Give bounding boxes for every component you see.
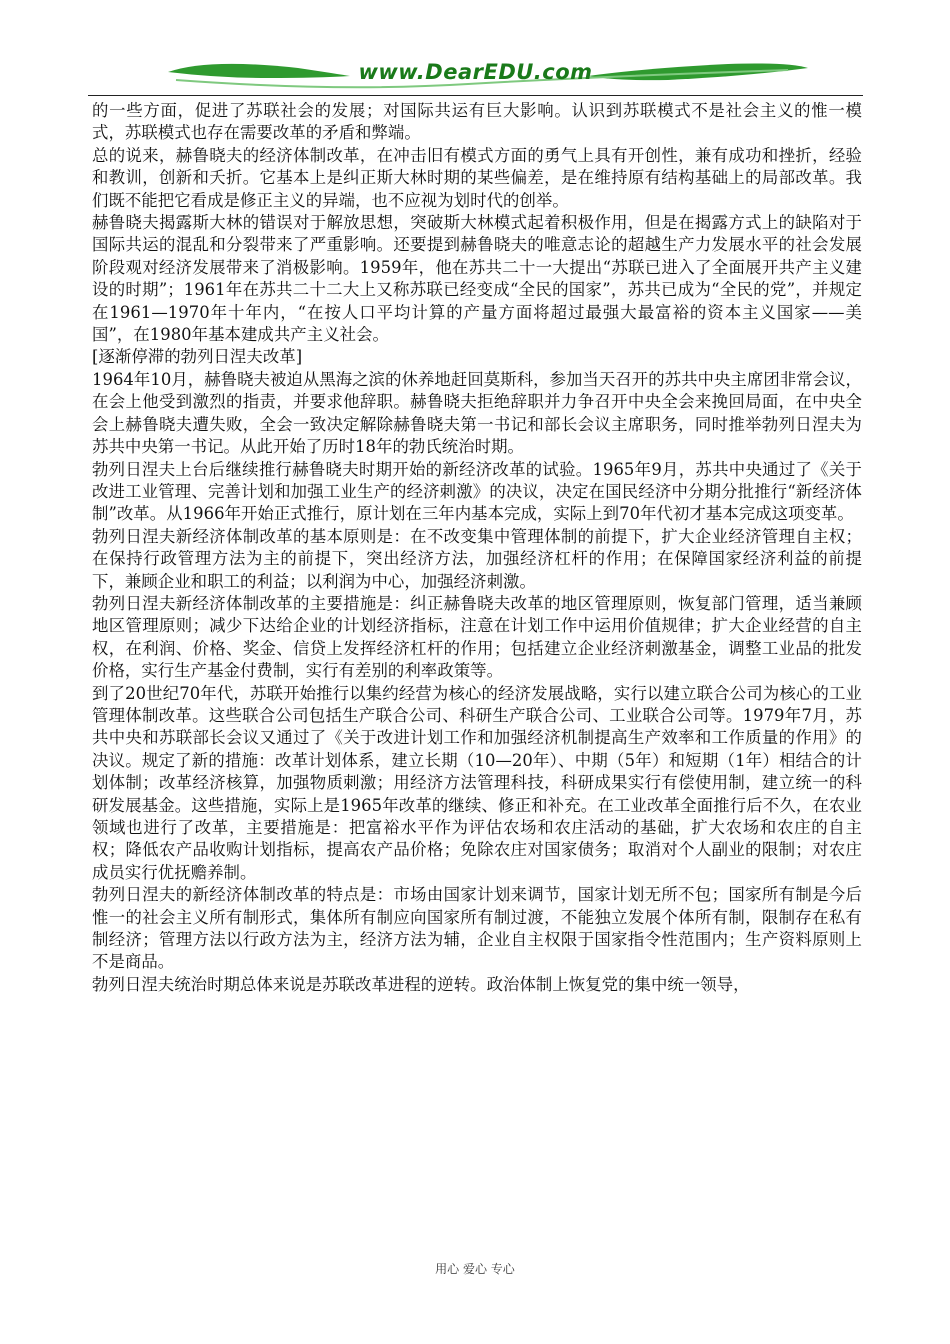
page-footer: 用心 爱心 专心 <box>435 1262 515 1276</box>
paragraph: 勃列日涅夫新经济体制改革的主要措施是：纠正赫鲁晓夫改革的地区管理原则，恢复部门管理，适当兼顾地区管理原则；减少下达给企业的计划经济指标，注意在计划工作中运用价值规律；扩大企业经营的自主权，在利润、价格、奖金、信贷上发挥经济杠杆的作用；包括建立企业经济刺激基金，调整工业品的批发价格，实行生产基金付费制，实行有差别的利率政策等。 <box>92 593 862 681</box>
paragraph: 勃列日涅夫上台后继续推行赫鲁晓夫时期开始的新经济改革的试验。1965年9月，苏共中央通过了《关于改进工业管理、完善计划和加强工业生产的经济刺激》的决议，决定在国民经济中分期分批推行“新经济体制”改革。从1966年开始正式推行，原计划在三年内基本完成，实际上到70年代初才基本完成这项变革。 <box>92 459 862 524</box>
paragraph: 勃列日涅夫的新经济体制改革的特点是：市场由国家计划来调节，国家计划无所不包；国家所有制是今后惟一的社会主义所有制形式，集体所有制应向国家所有制过渡，不能独立发展个体所有制，限制存在私有制经济；管理方法以行政方法为主，经济方法为辅，企业自主权限于国家指令性范围内；生产资料原则上不是商品。 <box>92 885 862 972</box>
paragraph: 赫鲁晓夫揭露斯大林的错误对于解放思想，突破斯大林模式起着积极作用，但是在揭露方式上的缺陷对于国际共运的混乱和分裂带来了严重影响。还要提到赫鲁晓夫的唯意志论的超越生产力发展水平的社会发展阶段观对经济发展带来了消极影响。1959年，他在苏共二十一大提出“苏联已进入了全面展开共产主义建设的时期”；1961年在苏共二十二大上又称苏联已经变成“全民的国家”，苏共已成为“全民的党”，并规定在1961—1970年十年内，“在按人口平均计算的产量方面将超过最强大最富裕的资本主义国家——美国”，在1980年基本建成共产主义社会。 <box>92 213 862 345</box>
paragraph: 的一些方面，促进了苏联社会的发展；对国际共运有巨大影响。认识到苏联模式不是社会主义的惟一模式，苏联模式也存在需要改革的矛盾和弊端。 <box>92 101 862 143</box>
paragraph: 勃列日涅夫新经济体制改革的基本原则是：在不改变集中管理体制的前提下，扩大企业经济管理自主权；在保持行政管理方法为主的前提下，突出经济方法，加强经济杠杆的作用；在保障国家经济利益的前提下，兼顾企业和职工的利益；以利润为中心，加强经济刺激。 <box>92 526 862 591</box>
paragraph: 勃列日涅夫统治时期总体来说是苏联改革进程的逆转。政治体制上恢复党的集中统一领导， <box>92 974 750 994</box>
document-body <box>92 100 862 996</box>
header-divider <box>88 95 863 96</box>
paragraph: 总的说来，赫鲁晓夫的经济体制改革，在冲击旧有模式方面的勇气上具有开创性，兼有成功和挫折，经验和教训，创新和夭折。它基本上是纠正斯大林时期的某些偏差，是在维持原有结构基础上的局部改革。我们既不能把它看成是修正主义的异端，也不应视为划时代的创举。 <box>92 145 862 210</box>
site-header-banner <box>88 50 863 98</box>
paragraph: 1964年10月，赫鲁晓夫被迫从黑海之滨的休养地赶回莫斯科，参加当天召开的苏共中央主席团非常会议，在会上他受到激烈的指责，并要求他辞职。赫鲁晓夫拒绝辞职并力争召开中央全会来挽回局面，在中央全会上赫鲁晓夫遭失败，全会一致决定解除赫鲁晓夫第一书记和部长会议主席职务，同时推举勃列日涅夫为苏共中央第一书记。从此开始了历时18年的勃氏统治时期。 <box>92 369 862 457</box>
site-url-logo: www.DearEDU.com <box>358 60 593 84</box>
section-heading: [逐渐停滞的勃列日涅夫改革] <box>92 347 303 367</box>
paragraph: 到了20世纪70年代，苏联开始推行以集约经营为核心的经济发展战略，实行以建立联合公司为核心的工业管理体制改革。这些联合公司包括生产联合公司、科研生产联合公司、工业联合公司等。1979年7月，苏共中央和苏联部长会议又通过了《关于改进计划工作和加强经济机制提高生产效率和工作质量的作用》的决议。规定了新的措施：改革计划体系，建立长期（10—20年）、中期（5年）和短期（1年）相结合的计划体制；改革经济核算，加强物质刺激；用经济方法管理科技，科研成果实行有偿使用制，建立统一的科研发展基金。这些措施，实际上是1965年改革的继续、修正和补充。在工业改革全面推行后不久，在农业领域也进行了改革，主要措施是：把富裕水平作为评估农场和农庄活动的基础，扩大农场和农庄的自主权；降低农产品收购计划指标，提高农产品价格；免除农庄对国家债务；取消对个人副业的限制；对农庄成员实行优抚赡养制。 <box>92 683 862 882</box>
